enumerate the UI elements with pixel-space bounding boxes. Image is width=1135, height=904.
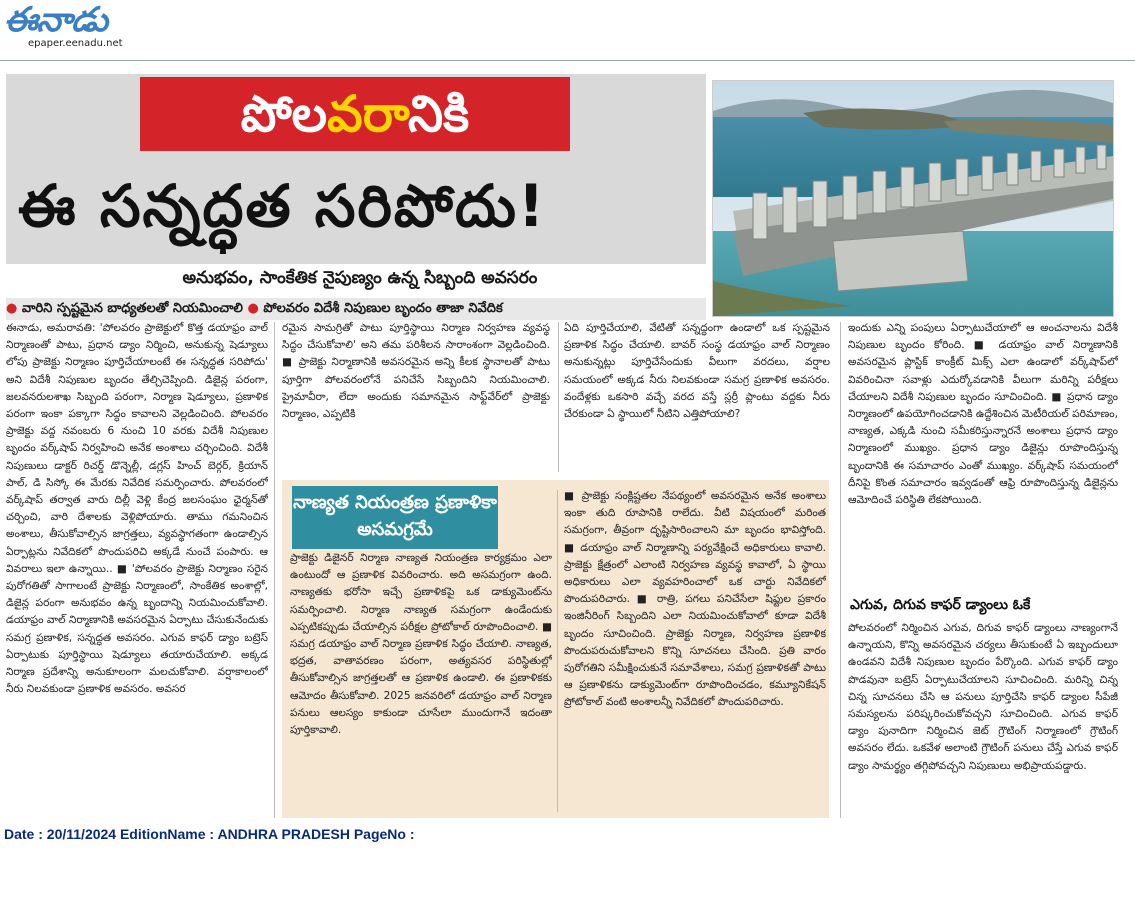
- edition-footer: Date : 20/11/2024 EditionName : ANDHRA PRADESH PageNo :: [4, 826, 415, 842]
- quality-box-title: నాణ్యత నియంత్రణ ప్రణాళికా అసమగ్రమే: [292, 486, 498, 549]
- column-1-text: ఈనాడు, అమరావతి: 'పోలవరం ప్రాజెక్టులో కొత్త డయాఫ్రం వాల్ నిర్మాణంతో పాటు, ప్రధాన డ్యాం నిర్మించి, అనుకున్న షెడ్యూలు లోపు ప్రాజెక్టు నిర్మాణం పూర్తిచేయాలంటే ఈ సన్నద్ధత సరిపోదు' అని విదేశీ నిపుణుల బృందం తేల్చిచెప్పింది. డిజైన్ల పరంగా, జలవనరులశాఖ సిబ్బంది పరంగా, నిర్మాణ షెడ్యూలు, ప్రణాళిక పరంగా ఇంకా పక్కాగా సిద్ధం కావాలని వెల్లడించింది. పోలవరం ప్రాజెక్టు వద్ద నవంబరు 6 నుంచి 10 వరకు విదేశీ నిపుణుల బృందం వర్క్‌షాప్ నిర్వహించి అనేక అంశాలు చర్చించింది. విదేశీ నిపుణులు డాక్టర్ రిచర్డ్ డొన్నెల్లీ, డగ్లస్ హించ్ బెర్గర్, క్రియాన్ పాల్, డి సిస్కో ఈ మేరకు నివేదిక సమర్పించారు. పోలవరంలో వర్క్‌షాప్ తర్వాత వారు దిల్లీ వెళ్లి కేంద్ర జలసంఘం ఛైర్మన్‌తో చర్చించి, వారి దేశాలకు వెళ్లిపోయారు. తాము గమనించిన అంశాలు, తీసుకోవాల్సిన జాగ్రత్తలు, వ్యవస్థాగతంగా ఉండాల్సిన ఏర్పాట్లను నివేదికలో పొందుపరిచి అక్కడే నుంచే పంపారు. ఆ వివరాలు ఇలా ఉన్నాయి.. ■ 'పోలవరం ప్రాజెక్టు నిర్మాణం సరైన పురోగతితో సాగాలంటే ప్రాజెక్టు నిర్మాణంలో, సాంకేతిక అంశాల్లో, డిజైన్ల పరంగా అనుభవం ఉన్న బృందాన్ని నియమించుకోవాలి. డయాఫ్రం వాల్ నిర్మాణానికి అవసరమైన ఏర్పాటు చేసుకునేందుకు సమగ్ర ప్రణాళిక, సన్నద్ధత అవసరం. ఎగువ కాఫర్ డ్యాం బట్రెస్ ఏర్పాటుకు పూర్తిస్థాయి షెడ్యూలు తయారుచేయాలి. అక్కడ నిర్మాణ ప్రదేశాన్ని అనుకూలంగా మలచుకోవాలి. వర్షాకాలంలో నీరు నిలవకుండా ప్రణాళిక అవసరం. అవసర: [6, 322, 268, 696]
- column-3-text: ఏది పూర్తిచేయాలి, వేటితో సన్నద్ధంగా ఉండాలో ఒక స్పష్టమైన ప్రణాళిక సిద్ధం చేయాలి. బావర్ సంస్థ డయాఫ్రం వాల్ నిర్మాణం అనుకున్నట్లు పూర్తిచేసేందుకు వీలుగా వరదలు, వర్షాల సమయంలో అక్కడ నీరు నిలవకుండా సమగ్ర ప్రణాళిక అవసరం. వందేళ్లకు ఒకసారి వచ్చే వరద వస్తే స్లర్రీ ప్లాంటు వద్దకు నీరు చేరకుండా ఏ స్థాయిలో నీటిని ఎత్తిపోయాలి?: [564, 322, 830, 421]
- column-4b-text: పోలవరంలో నిర్మించిన ఎగువ, దిగువ కాఫర్ డ్యాంలు నాణ్యంగానే ఉన్నాయని, కొన్ని అవసరమైన చర్యలు తీసుకుంటే ఏ ఇబ్బందులూ ఉండవని విదేశీ నిపుణుల బృందం పేర్కొంది. ఎగువ కాఫర్ డ్యాం పొడవునా బట్రెస్ ఏర్పాటుచేయాలని సూచించింది. మరిన్ని చిన్న చిన్న సూచనలు చేసి ఆ పనులు పూర్తిచేసి కాఫర్ డ్యాంల సీపేజీ సమస్యలను పరిష్కరించుకోవచ్చని సూచించింది. ఎగువ కాఫర్ డ్యాం పునాదిగా నిర్మించిన జెట్ గ్రౌటింగ్ నిర్మాణంలో గ్రౌటింగ్ అవసరం లేదు. ఒకవేళ అలాంటి గ్రౌటింగ్ పనులు చేస్తే ఎగువ కాఫర్ డ్యాం సామర్థ్యం తగ్గిపోవచ్చని నిపుణులు అభిప్రాయపడ్డారు.: [848, 622, 1118, 772]
- article-column-4b: [848, 620, 1118, 818]
- article-column-1: [6, 320, 268, 820]
- kicker-pre: పోల: [240, 85, 328, 143]
- bullet-one: వారిని స్పష్టమైన బాధ్యతలతో నియమించాలి: [21, 301, 243, 316]
- eenadu-logo[interactable]: ఈనాడు: [4, 0, 108, 40]
- bullet-two: పోలవరం విదేశీ నిపుణుల బృందం తాజా నివేదిక: [263, 301, 503, 316]
- column-divider: [558, 322, 559, 472]
- headline-title: ఈ సన్నద్ధత సరిపోదు!: [18, 172, 547, 240]
- bullet-dot-icon: ●: [247, 301, 259, 316]
- kicker-highlight: వరా: [327, 85, 408, 143]
- headline-subtitle: అనుభవం, సాంకేతిక నైపుణ్యం ఉన్న సిబ్బంది అవసరం: [182, 268, 538, 288]
- box-column-2-text: ■ ప్రాజెక్టు సంక్లిష్టతల నేపథ్యంలో అవసరమైన అనేక అంశాలు ఇంకా తుది రూపానికి రాలేదు. వీటి విషయంలో మరింత సమగ్రంగా, తీవ్రంగా దృష్టిసారించాలని మా బృందం భావిస్తోంది. ■ డయాఫ్రం వాల్ నిర్మాణాన్ని పర్యవేక్షించే అధికారులు కావాలి. ప్రాజెక్టు క్షేత్రంలో ఎలాంటి నిర్వహణ వ్యవస్థ కావాలో, ఏ స్థాయి అధికారులు ఎలా వ్యవహరించాలో ఒక చార్టు నివేదికలో పొందుపరిచారు. ■ రాత్రి, పగలు పనిచేసేలా షిఫ్టుల ప్రకారం ఇంజినీరింగ్ సిబ్బందిని ఎలా నియమించుకోవాలో కూడా విదేశీ బృందం సూచించింది. ప్రాజెక్టు నిర్మాణ, నిర్వహణ ప్రణాళిక పొందుపరుచుకోవాలని కొన్ని సూచనలు చేసింది. ప్రతి వారం పురోగతిని సమీక్షించుకునే సమావేశాలు, సమగ్ర ప్రణాళికతో పాటు ఆ ప్రణాళికను డాక్యుమెంట్‌గా రూపొందించడం, కమ్యూనికేషన్ ప్రోటోకాల్ వంటి అంశాలన్నీ నివేదికలో పొందుపరిచారు.: [564, 490, 826, 709]
- column-2-text: రమైన సామగ్రితో పాటు పూర్తిస్థాయి నిర్మాణ నిర్వహణ వ్యవస్థ సిద్ధం చేసుకోవాలి' అని తమ పరిశీలన సారాంశంగా వెల్లడించింది. ■ ప్రాజెక్టు నిర్మాణానికి అవసరమైన అన్ని కీలక స్థానాలతో పాటు పూర్తిగా పోలవరంలోనే పనిచేసే సిబ్బందిని నియమించాలి. ప్రైమావీరా, లేదా అందుకు సమానమైన సాఫ్ట్‌వేర్‌లో ప్రాజెక్టు నిర్మాణం, ఎప్పటికి: [282, 322, 550, 421]
- article-column-3: [564, 320, 830, 475]
- quality-box-column-2: [564, 488, 826, 814]
- column-divider: [840, 322, 841, 818]
- article-column-4: [848, 320, 1118, 588]
- article-column-2: [282, 320, 550, 475]
- site-url: epaper.eenadu.net: [28, 38, 123, 49]
- column-4-subhead: ఎగువ, దిగువ కాఫర్ డ్యాంలు ఓకే: [850, 597, 1031, 613]
- kicker-post: నికి: [408, 85, 470, 143]
- header-divider: [0, 60, 1135, 61]
- bullet-dot-icon: ●: [6, 301, 18, 316]
- dam-photo: [712, 80, 1114, 317]
- headline-kicker: [140, 77, 570, 151]
- column-4-text: ఇందుకు ఎన్ని పంపులు ఏర్పాటుచేయాలో ఆ అంచనాలను విదేశీ నిపుణుల బృందం కోరింది. ■ డయాఫ్రం వాల్ నిర్మాణానికి అవసరమైన ప్లాస్టిక్ కాంక్రీట్ మిక్స్ ఎలా ఉండాలో వర్క్‌షాప్‌లో వివరించినా సవాళ్లు ఎదుర్కోవడానికి వీలుగా మరిన్ని పరీక్షలు చేయాలని విదేశీ నిపుణుల బృందం సూచించింది. ■ ప్రధాన డ్యాం నిర్మాణంలో ఉపయోగించడానికి ఉద్దేశించిన మెటీరియల్ పరిమాణం, నాణ్యత, ఎక్కడి నుంచి సమీకరిస్తున్నారనే అంశాలు ప్రధాన డ్యాం నిర్మాణంలో ముఖ్యం. ప్రధాన డ్యాం డిజైన్లు రూపొందిస్తున్న బృందానికి ఈ సమాచారం ఎంతో ముఖ్యం. వర్క్‌షాప్ సమయంలో దీనిపై కొంత సమాచారం ఇవ్వడంతో ఆఫ్రి రూపొందిస్తున్న డిజైన్లను ఆమోదించే పరిస్థితి లేకపోయింది.: [848, 322, 1118, 507]
- box-column-1-text: ప్రాజెక్టు డిజైనర్ నిర్మాణ నాణ్యత నియంత్రణ కార్యక్రమం ఎలా ఉంటుందో ఆ ప్రణాళిక వివరించారు. అది అసమగ్రంగా ఉంది. నాణ్యతకు భరోసా ఇచ్చే ప్రణాళికపై ఒక డాక్యుమెంట్‌ను సమర్పించాలి. నిర్మాణ నాణ్యత సమగ్రంగా ఉండేందుకు ఎప్పటికప్పుడు చేయాల్సిన పరీక్షల ప్రోటోకాల్ రూపొందించాలి. ■ సమగ్ర డయాఫ్రం వాల్ నిర్మాణ ప్రణాళిక సిద్ధం చేయాలి. నాణ్యత, భద్రత, వాతావరణం పరంగా, అత్యవసర పరిస్థితుల్లో తీసుకోవాల్సిన జాగ్రత్తలతో ఆ ప్రణాళిక ఉండాలి. ఈ ప్రణాళికకు ఆమోదం తీసుకోవాలి. 2025 జనవరిలో డయాఫ్రం వాల్ నిర్మాణ పనులు ఆలస్యం కాకుండా చూసేలా ముందుగానే ఇదంతా పూర్తికావాలి.: [290, 552, 552, 737]
- quality-box-column-1: [290, 550, 552, 814]
- box-divider: [557, 490, 558, 812]
- column-divider: [274, 322, 275, 818]
- headline-bullets: [6, 298, 706, 320]
